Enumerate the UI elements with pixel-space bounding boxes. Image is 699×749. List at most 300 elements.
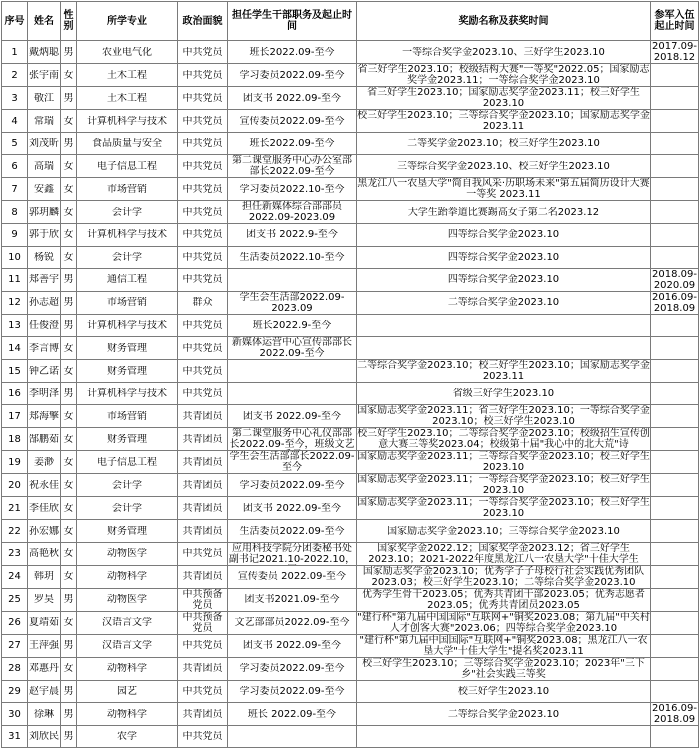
cell-party-text: 共青团员	[182, 479, 223, 491]
cell-duty	[228, 428, 357, 451]
cell-major	[77, 178, 178, 201]
cell-sex-text: 女	[63, 251, 74, 263]
cell-no-text: 17	[8, 410, 21, 422]
cell-name-text: 郑海擎	[29, 410, 59, 422]
cell-sex-text: 男	[63, 388, 74, 400]
cell-name	[28, 634, 61, 657]
cell-party	[178, 291, 228, 314]
cell-no-text: 31	[8, 731, 21, 743]
cell-party-text: 群众	[192, 297, 213, 309]
cell-duty-text: 团支书 2022.09-至今	[242, 92, 342, 104]
cell-no	[2, 201, 28, 224]
cell-name	[28, 133, 61, 155]
table-row	[2, 155, 699, 178]
cell-name	[28, 246, 61, 268]
cell-party-text: 共青团员	[182, 571, 223, 583]
cell-sex-text: 女	[63, 548, 74, 560]
cell-party	[178, 246, 228, 268]
cell-party	[178, 588, 228, 611]
cell-army	[651, 405, 699, 428]
cell-no-text: 13	[8, 320, 21, 332]
cell-no-text: 18	[8, 433, 21, 445]
cell-sex	[61, 41, 77, 64]
cell-name	[28, 87, 61, 110]
cell-name-text: 李明泽	[29, 388, 59, 400]
cell-no	[2, 703, 28, 726]
cell-army	[651, 726, 699, 748]
cell-major	[77, 201, 178, 224]
cell-award	[357, 314, 651, 336]
cell-no	[2, 542, 28, 565]
cell-award-text: 校三好学生2023.10	[457, 685, 550, 697]
cell-major-text: 食品质量与安全	[92, 138, 162, 150]
table-header	[2, 2, 699, 41]
cell-no-text: 23	[8, 548, 21, 560]
cell-party-text: 中共党员	[182, 548, 223, 560]
cell-name-text: 安鑫	[34, 183, 54, 195]
cell-award-text: 四等综合奖学金2023.10	[447, 274, 560, 286]
cell-name-text: 王萍强	[29, 640, 59, 652]
cell-duty	[228, 680, 357, 702]
cell-no-text: 21	[8, 502, 21, 514]
table-row	[2, 246, 699, 268]
cell-party-text: 中共党员	[182, 274, 223, 286]
cell-duty	[228, 314, 357, 336]
header-name: 姓名	[28, 2, 61, 41]
cell-award	[357, 428, 651, 451]
cell-major-text: 动物科学	[107, 663, 147, 675]
cell-major-text: 农学	[117, 731, 137, 743]
cell-duty	[228, 224, 357, 246]
cell-name-text: 敬江	[34, 92, 54, 104]
cell-name-text: 任俊澄	[29, 320, 59, 332]
cell-party-text: 中共党员	[182, 251, 223, 263]
cell-army	[651, 110, 699, 133]
cell-award	[357, 405, 651, 428]
header-major: 所学专业	[77, 2, 178, 41]
table-row	[2, 520, 699, 542]
cell-name-text: 孙志超	[29, 297, 59, 309]
cell-no	[2, 87, 28, 110]
cell-army	[651, 201, 699, 224]
cell-no	[2, 337, 28, 360]
cell-major	[77, 520, 178, 542]
cell-major-text: 会计学	[112, 206, 142, 218]
cell-sex-text: 女	[63, 479, 74, 491]
cell-sex	[61, 588, 77, 611]
cell-sex	[61, 405, 77, 428]
cell-army	[651, 520, 699, 542]
cell-name-text: 高瑞	[34, 160, 54, 172]
cell-major	[77, 87, 178, 110]
cell-sex-text: 女	[63, 206, 74, 218]
cell-sex-text: 女	[63, 571, 74, 583]
cell-sex	[61, 155, 77, 178]
table-row	[2, 726, 699, 748]
header-award: 奖励名称及获奖时间	[357, 2, 651, 41]
cell-major	[77, 155, 178, 178]
cell-duty-text: 学生会生活部部长2022.09-至今	[229, 451, 355, 474]
cell-award	[357, 201, 651, 224]
cell-no-text: 6	[11, 160, 18, 172]
cell-party-text: 中共党员	[182, 183, 223, 195]
cell-army	[651, 224, 699, 246]
cell-party-text: 中共党员	[182, 365, 223, 377]
cell-army	[651, 41, 699, 64]
cell-army	[651, 657, 699, 680]
table-row	[2, 133, 699, 155]
cell-duty	[228, 703, 357, 726]
cell-party-text: 共青团员	[182, 410, 223, 422]
cell-duty	[228, 451, 357, 474]
cell-major-text: 电子信息工程	[97, 160, 157, 172]
cell-award	[357, 291, 651, 314]
cell-army	[651, 474, 699, 497]
cell-major-text: 农业电气化	[102, 46, 152, 58]
table-row	[2, 657, 699, 680]
cell-sex	[61, 178, 77, 201]
cell-army	[651, 87, 699, 110]
cell-party	[178, 360, 228, 383]
cell-sex	[61, 246, 77, 268]
cell-party	[178, 155, 228, 178]
cell-no-text: 25	[8, 594, 21, 606]
cell-duty	[228, 405, 357, 428]
cell-major-text: 计算机科学与技术	[87, 229, 167, 241]
cell-name	[28, 474, 61, 497]
cell-party-text: 共青团员	[182, 433, 223, 445]
cell-army	[651, 634, 699, 657]
cell-duty	[228, 201, 357, 224]
cell-sex	[61, 110, 77, 133]
cell-duty-text: 宣传委员2022.09-至今	[239, 115, 345, 127]
cell-name	[28, 520, 61, 542]
cell-sex-text: 男	[63, 685, 74, 697]
cell-duty-text: 班长2022.09-至今	[249, 138, 335, 150]
cell-major	[77, 657, 178, 680]
cell-sex-text: 女	[63, 183, 74, 195]
cell-name	[28, 680, 61, 702]
cell-party-text: 中共党员	[182, 342, 223, 354]
cell-duty-text: 团支书 2022.09-至今	[242, 410, 342, 422]
cell-award	[357, 360, 651, 383]
cell-award	[357, 246, 651, 268]
cell-no-text: 7	[11, 183, 18, 195]
cell-party	[178, 178, 228, 201]
cell-duty	[228, 155, 357, 178]
cell-no-text: 3	[11, 92, 18, 104]
cell-no	[2, 360, 28, 383]
cell-name-text: 钟乙诺	[29, 365, 59, 377]
cell-major	[77, 451, 178, 474]
cell-major-text: 会计学	[112, 251, 142, 263]
cell-duty	[228, 87, 357, 110]
table-row	[2, 497, 699, 520]
cell-award	[357, 588, 651, 611]
cell-major	[77, 611, 178, 634]
cell-sex-text: 女	[63, 617, 74, 629]
cell-party-text: 中共党员	[182, 138, 223, 150]
cell-no	[2, 726, 28, 748]
cell-no-text: 11	[8, 274, 21, 286]
cell-name	[28, 178, 61, 201]
cell-name-text: 徐琳	[34, 708, 54, 720]
cell-no	[2, 64, 28, 87]
cell-party-text: 中共预备党员	[182, 611, 223, 634]
cell-army	[651, 155, 699, 178]
cell-award-text: 国家励志奖学金2023.11；三等综合奖学金2023.10；校三好学生2023.10	[357, 451, 650, 474]
cell-sex-text: 女	[63, 663, 74, 675]
cell-duty-text: 学习委员2022.09-至今	[239, 69, 345, 81]
cell-no-text: 27	[8, 640, 21, 652]
cell-duty-text: 宣传委员 2022.09-至今	[237, 571, 347, 583]
cell-major-text: 会计学	[112, 479, 142, 491]
cell-sex	[61, 87, 77, 110]
cell-name-text: 李言博	[29, 342, 59, 354]
cell-duty-text: 学生会生活部2022.09-2023.09	[239, 291, 345, 314]
cell-army	[651, 611, 699, 634]
cell-award	[357, 565, 651, 588]
cell-name	[28, 314, 61, 336]
cell-duty	[228, 474, 357, 497]
table-row	[2, 110, 699, 133]
cell-sex	[61, 383, 77, 405]
cell-sex-text: 女	[63, 433, 74, 445]
cell-party	[178, 634, 228, 657]
cell-name	[28, 428, 61, 451]
cell-major-text: 市场营销	[107, 297, 147, 309]
cell-award	[357, 451, 651, 474]
cell-no	[2, 314, 28, 336]
cell-duty	[228, 520, 357, 542]
cell-duty	[228, 291, 357, 314]
cell-major-text: 动物医学	[107, 594, 147, 606]
cell-name	[28, 726, 61, 748]
cell-sex-text: 女	[63, 502, 74, 514]
cell-award-text: 国家励志奖学金2023.10；三等综合奖学金2023.10	[387, 525, 620, 537]
cell-party	[178, 133, 228, 155]
cell-duty-text: 第二课堂服务中心礼仪部部长2022.09-至今，班级文艺	[229, 428, 355, 451]
cell-award	[357, 110, 651, 133]
cell-sex	[61, 703, 77, 726]
cell-duty-text: 团支书 2022.9-至今	[246, 229, 338, 241]
cell-army	[651, 178, 699, 201]
cell-party-text: 中共党员	[182, 46, 223, 58]
cell-name-text: 郭玥麟	[29, 206, 59, 218]
cell-major	[77, 680, 178, 702]
cell-no-text: 19	[8, 456, 21, 468]
table-row	[2, 611, 699, 634]
cell-no	[2, 405, 28, 428]
cell-major	[77, 542, 178, 565]
cell-no-text: 10	[8, 251, 21, 263]
cell-army	[651, 337, 699, 360]
cell-no	[2, 133, 28, 155]
header-army: 参军入伍起止时间	[651, 2, 699, 41]
cell-party-text: 中共党员	[182, 69, 223, 81]
cell-sex	[61, 201, 77, 224]
cell-name-text: 孙宏娜	[29, 525, 59, 537]
cell-award-text: 省级三好学生2023.10	[452, 388, 555, 400]
table-row	[2, 405, 699, 428]
cell-sex	[61, 314, 77, 336]
cell-award	[357, 542, 651, 565]
cell-duty	[228, 268, 357, 291]
cell-sex	[61, 133, 77, 155]
table-row	[2, 201, 699, 224]
cell-party	[178, 405, 228, 428]
cell-army	[651, 383, 699, 405]
cell-no-text: 12	[8, 297, 21, 309]
cell-sex	[61, 428, 77, 451]
cell-name-text: 杨锐	[34, 251, 54, 263]
cell-party	[178, 41, 228, 64]
table-row	[2, 588, 699, 611]
cell-duty	[228, 360, 357, 383]
cell-name-text: 郜鹏茹	[29, 433, 59, 445]
cell-no-text: 1	[11, 46, 18, 58]
cell-party	[178, 224, 228, 246]
cell-party	[178, 611, 228, 634]
cell-name-text: 夏靖茹	[29, 617, 59, 629]
cell-sex	[61, 657, 77, 680]
header-duty: 担任学生干部职务及起止时间	[228, 2, 357, 41]
cell-duty-text: 班长 2022.09-至今	[247, 708, 337, 720]
cell-award-text: 校三好学生2023.10；三等综合奖学金2023.10；2023年"三下乡"社会实践三等奖	[362, 657, 645, 680]
cell-sex-text: 男	[63, 92, 74, 104]
cell-no-text: 26	[8, 617, 21, 629]
cell-name	[28, 451, 61, 474]
cell-award-text: 黑龙江八一农垦大学"简自我风采·历职场未来"第五届简历设计大赛一等奖 2023.11	[357, 178, 650, 201]
table-row	[2, 178, 699, 201]
cell-award-text: 四等综合奖学金2023.10	[447, 251, 560, 263]
cell-army	[651, 314, 699, 336]
cell-award	[357, 657, 651, 680]
cell-name-text: 赵宇晨	[29, 685, 59, 697]
cell-duty	[228, 41, 357, 64]
table-row	[2, 41, 699, 64]
cell-award	[357, 41, 651, 64]
cell-sex-text: 女	[63, 456, 74, 468]
cell-party-text: 中共党员	[182, 229, 223, 241]
cell-no-text: 2	[11, 69, 18, 81]
cell-name	[28, 110, 61, 133]
cell-major-text: 财务管理	[107, 433, 147, 445]
cell-major-text: 动物医学	[107, 548, 147, 560]
cell-sex	[61, 360, 77, 383]
cell-party	[178, 451, 228, 474]
cell-party-text: 共青团员	[182, 708, 223, 720]
cell-name-text: 祝永佳	[29, 479, 59, 491]
cell-major-text: 土木工程	[107, 69, 147, 81]
cell-major-text: 电子信息工程	[97, 456, 157, 468]
cell-army	[651, 428, 699, 451]
cell-award-text: 一等综合奖学金2023.10、三好学生2023.10	[402, 46, 605, 58]
cell-no-text: 24	[8, 571, 21, 583]
cell-name	[28, 703, 61, 726]
cell-sex-text: 男	[63, 731, 74, 743]
table-row	[2, 360, 699, 383]
cell-duty	[228, 726, 357, 748]
cell-army	[651, 451, 699, 474]
cell-party	[178, 680, 228, 702]
cell-major-text: 计算机科学与技术	[87, 115, 167, 127]
cell-major	[77, 588, 178, 611]
table-row	[2, 428, 699, 451]
cell-award	[357, 64, 651, 87]
cell-no-text: 15	[8, 365, 21, 377]
table-row	[2, 314, 699, 336]
cell-name-text: 刘茂昕	[29, 138, 59, 150]
table-row	[2, 542, 699, 565]
cell-sex	[61, 337, 77, 360]
cell-duty-text: 文艺部部员2022.09-至今	[234, 617, 350, 629]
cell-award-text: 优秀学生骨干2023.05；优秀共青团干部2023.05；优秀志愿者2023.05；优秀共青团员2023.05	[362, 588, 645, 611]
cell-award	[357, 178, 651, 201]
cell-major	[77, 428, 178, 451]
cell-award	[357, 268, 651, 291]
cell-party	[178, 383, 228, 405]
cell-major	[77, 246, 178, 268]
cell-no-text: 8	[11, 206, 18, 218]
cell-party	[178, 428, 228, 451]
cell-duty-text: 第二课堂服务中心办公室部部长2022.09-至今	[232, 155, 352, 178]
cell-no-text: 29	[8, 685, 21, 697]
cell-army	[651, 64, 699, 87]
cell-award-text: 国家励志奖学金2023.11；省三好学生2023.10；一等综合奖学金2023.10；校三好学生2023.10	[357, 405, 650, 428]
cell-name-text: 常瑞	[34, 115, 54, 127]
table-row	[2, 383, 699, 405]
cell-party-text: 共青团员	[182, 456, 223, 468]
cell-party-text: 中共党员	[182, 388, 223, 400]
cell-award	[357, 155, 651, 178]
cell-duty	[228, 565, 357, 588]
cell-major-text: 土木工程	[107, 92, 147, 104]
cell-name	[28, 588, 61, 611]
cell-award-text: 国家励志奖学金2023.11；一等综合奖学金2023.10；校三好学生2023.10	[357, 497, 650, 520]
cell-major-text: 计算机科学与技术	[87, 388, 167, 400]
cell-name-text: 戴炳聪	[29, 46, 59, 58]
cell-major	[77, 383, 178, 405]
table-row	[2, 224, 699, 246]
cell-award-text: 校三好学生2023.10；二等综合奖学金2023.10；校级招生宣传创意大赛三等奖2023.04；校级第十届"我心中的北大荒"诗	[357, 428, 650, 451]
cell-award-text: 国家奖学金2022.12；国家奖学金2023.12；省三好学生2023.10；2021-2022年度黑龙江八一农垦大学"十佳大学生	[368, 542, 639, 565]
cell-sex-text: 男	[63, 297, 74, 309]
cell-no	[2, 611, 28, 634]
cell-sex	[61, 611, 77, 634]
table-row	[2, 291, 699, 314]
cell-name	[28, 41, 61, 64]
cell-major-text: 市场营销	[107, 183, 147, 195]
cell-party-text: 共青团员	[182, 525, 223, 537]
cell-duty	[228, 588, 357, 611]
header-sex: 性别	[61, 2, 77, 41]
cell-name	[28, 64, 61, 87]
cell-no	[2, 657, 28, 680]
cell-duty	[228, 611, 357, 634]
cell-award	[357, 680, 651, 702]
cell-party-text: 中共党员	[182, 115, 223, 127]
cell-major	[77, 64, 178, 87]
cell-party	[178, 201, 228, 224]
cell-sex	[61, 680, 77, 702]
cell-sex-text: 女	[63, 410, 74, 422]
cell-award	[357, 337, 651, 360]
cell-major-text: 财务管理	[107, 342, 147, 354]
cell-sex	[61, 224, 77, 246]
cell-no	[2, 451, 28, 474]
cell-party-text: 中共党员	[182, 320, 223, 332]
